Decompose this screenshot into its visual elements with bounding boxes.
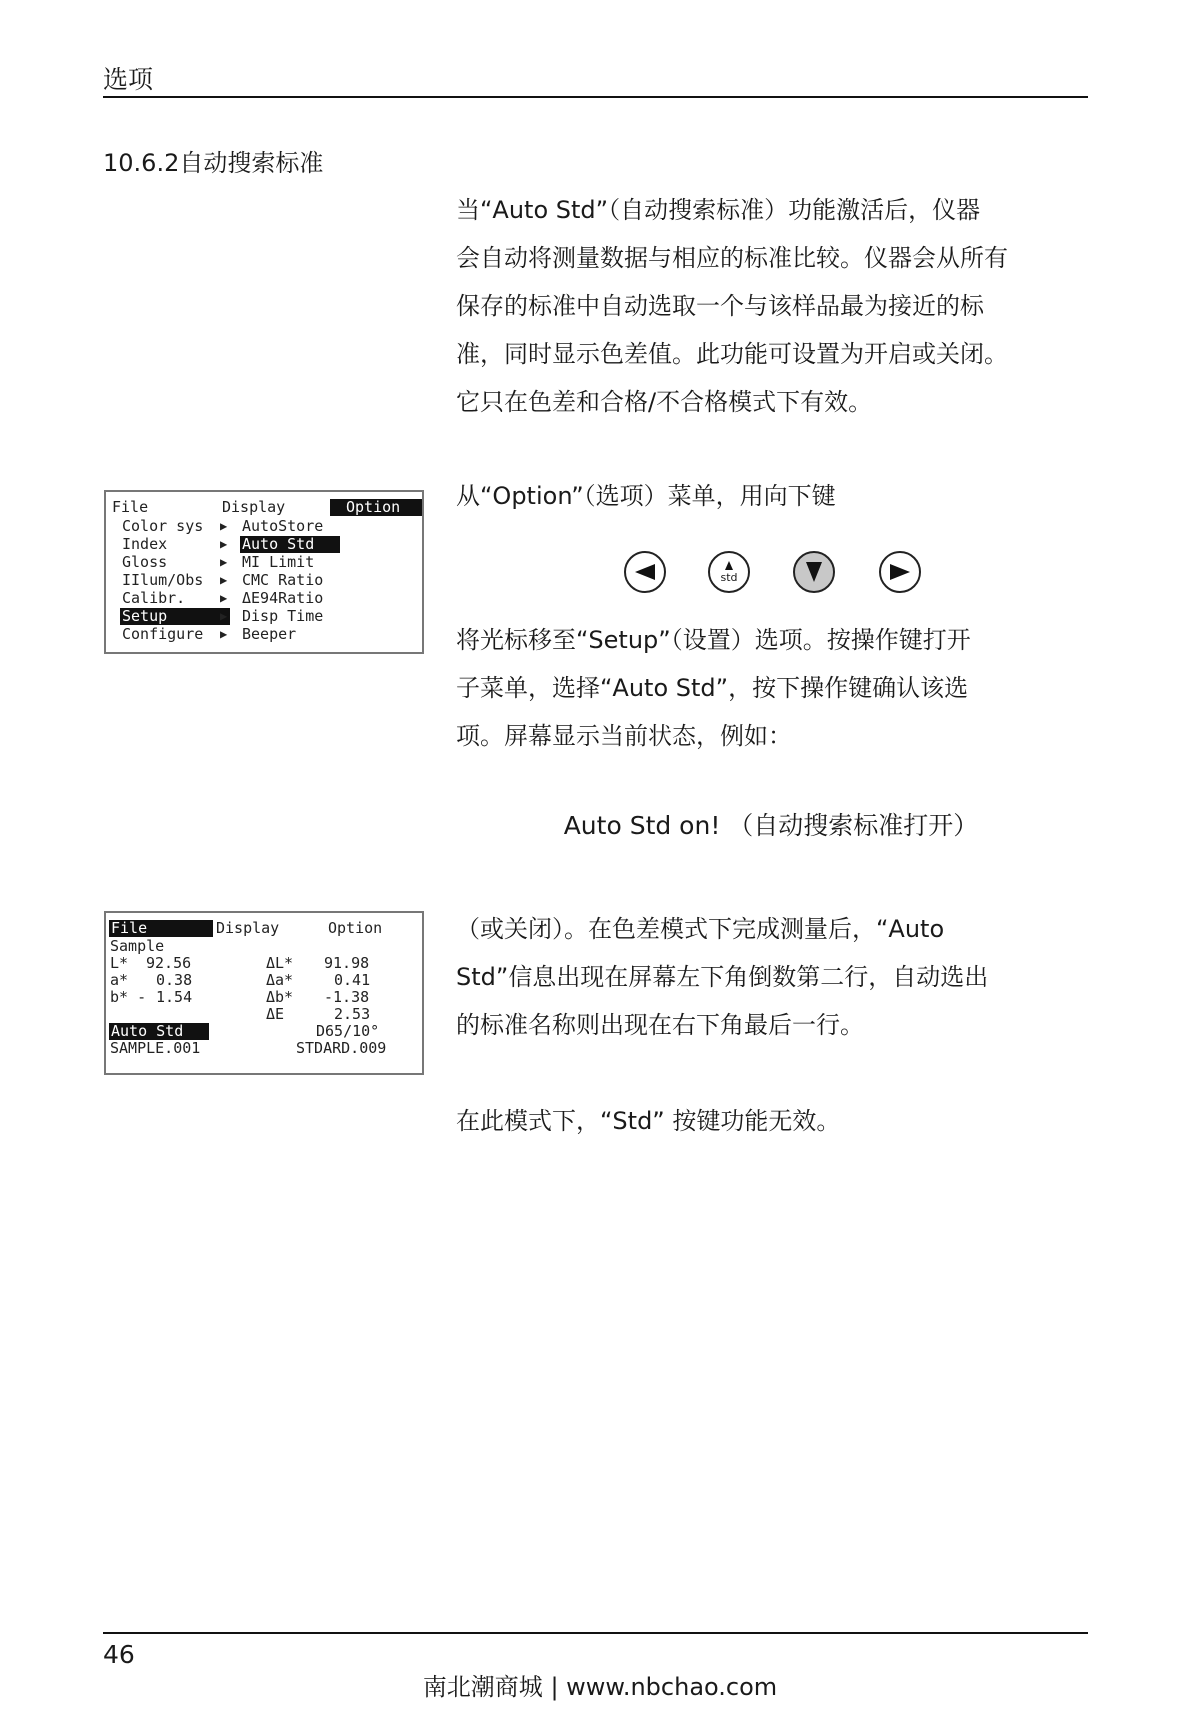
lcd-left-item: Color sys bbox=[122, 517, 204, 535]
submenu-arrow-icon: ▶ bbox=[220, 555, 228, 569]
paragraph-line: 从“Option”（选项）菜单，用向下键 bbox=[456, 482, 836, 510]
lcd-delta-e-value: 2.53 bbox=[334, 1005, 371, 1023]
paragraph-line: 项。屏幕显示当前状态，例如： bbox=[456, 722, 792, 750]
section-heading: 10.6.2自动搜索标准 bbox=[103, 149, 324, 177]
submenu-arrow-icon: ▶ bbox=[220, 519, 228, 533]
submenu-arrow-icon: ▶ bbox=[220, 573, 228, 587]
instruction-paragraph bbox=[456, 472, 1088, 520]
lcd-row-delta-label: Δa* bbox=[266, 971, 294, 989]
lcd-row-delta-value: 91.98 bbox=[324, 954, 370, 972]
left-arrow-key bbox=[624, 551, 666, 593]
paragraph-line: 在此模式下，“Std” 按键功能无效。 bbox=[456, 1107, 841, 1135]
up-arrow-icon bbox=[725, 561, 733, 570]
lcd-illuminant: D65/10° bbox=[316, 1022, 380, 1040]
submenu-arrow-icon: ▶ bbox=[220, 609, 228, 623]
result-paragraph bbox=[456, 905, 1088, 1049]
lcd-row-value: 1.54 bbox=[156, 988, 193, 1006]
paragraph-line: Std”信息出现在屏幕左下角倒数第二行，自动选出 bbox=[456, 963, 989, 991]
lcd-row-delta-label: ΔL* bbox=[266, 954, 294, 972]
lcd-menu-file-selected: File bbox=[109, 920, 213, 937]
right-arrow-key bbox=[879, 551, 921, 593]
lcd-right-item-selected: Auto Std bbox=[240, 536, 340, 553]
lcd-delta-e-label: ΔE bbox=[266, 1005, 285, 1023]
left-arrow-icon bbox=[635, 564, 655, 580]
paragraph-line: 将光标移至“Setup”（设置）选项。按操作键打开 bbox=[456, 626, 971, 654]
submenu-arrow-icon: ▶ bbox=[220, 627, 228, 641]
lcd-row-delta-value: 0.41 bbox=[334, 971, 371, 989]
note-paragraph bbox=[456, 1097, 1088, 1145]
lcd-row-value: 0.38 bbox=[156, 971, 193, 989]
right-arrow-icon bbox=[890, 564, 910, 580]
footer-source: 南北潮商城 | www.nbchao.com bbox=[422, 1673, 778, 1701]
paragraph-line: 当“Auto Std”（自动搜索标准）功能激活后，仪器 bbox=[456, 196, 981, 224]
lcd-right-item: CMC Ratio bbox=[242, 571, 324, 589]
lcd-row-delta-label: Δb* bbox=[266, 988, 294, 1006]
down-arrow-key bbox=[793, 551, 835, 593]
paragraph-line: 子菜单，选择“Auto Std”，按下操作键确认该选 bbox=[456, 674, 969, 702]
lcd-right-item: Beeper bbox=[242, 625, 297, 643]
lcd-right-item: MI Limit bbox=[242, 553, 315, 571]
lcd-auto-std-indicator: Auto Std bbox=[109, 1023, 209, 1040]
submenu-arrow-icon: ▶ bbox=[220, 591, 228, 605]
lcd-right-item: Disp Time bbox=[242, 607, 324, 625]
lcd-row-label: b* - bbox=[110, 988, 147, 1006]
lcd-menu-display: Display bbox=[216, 919, 280, 937]
lcd-menu-file: File bbox=[112, 498, 149, 516]
header-rule bbox=[103, 96, 1088, 98]
setup-paragraph bbox=[456, 616, 1088, 760]
lcd-row-label: L* bbox=[110, 954, 129, 972]
lcd-row-delta-value: -1.38 bbox=[324, 988, 370, 1006]
lcd-left-item-selected: Setup bbox=[120, 608, 230, 625]
paragraph-line: 它只在色差和合格/不合格模式下有效。 bbox=[456, 388, 873, 416]
lcd-menu-option: Option bbox=[328, 919, 383, 937]
lcd-left-item: Index bbox=[122, 535, 168, 553]
intro-paragraph bbox=[456, 186, 1088, 426]
lcd-sample-name: SAMPLE.001 bbox=[110, 1039, 201, 1057]
lcd-sample-label: Sample bbox=[110, 937, 165, 955]
paragraph-line: 的标准名称则出现在右下角最后一行。 bbox=[456, 1011, 864, 1039]
paragraph-line: （或关闭）。在色差模式下完成测量后，“Auto bbox=[456, 915, 945, 943]
lcd-left-item: Configure bbox=[122, 625, 204, 643]
running-header-title: 选项 bbox=[103, 65, 154, 94]
paragraph-line: 准，同时显示色差值。此功能可设置为开启或关闭。 bbox=[456, 340, 1008, 368]
footer-rule bbox=[103, 1632, 1088, 1634]
paragraph-line: 会自动将测量数据与相应的标准比较。仪器会从所有 bbox=[456, 244, 1008, 272]
lcd-row-value: 92.56 bbox=[146, 954, 192, 972]
submenu-arrow-icon: ▶ bbox=[220, 537, 228, 551]
status-example: Auto Std on! （自动搜索标准打开） bbox=[563, 811, 979, 840]
lcd-standard-name: STDARD.009 bbox=[296, 1039, 387, 1057]
paragraph-line: 保存的标准中自动选取一个与该样品最为接近的标 bbox=[456, 292, 984, 320]
std-key bbox=[708, 551, 750, 593]
page-number: 46 bbox=[103, 1640, 135, 1669]
lcd-menu-screen bbox=[104, 490, 424, 654]
down-arrow-icon bbox=[806, 562, 822, 582]
lcd-menu-display: Display bbox=[222, 498, 286, 516]
lcd-left-item: IIlum/Obs bbox=[122, 571, 204, 589]
lcd-left-item: Calibr. bbox=[122, 589, 186, 607]
lcd-right-item: AutoStore bbox=[242, 517, 324, 535]
std-key-label: std bbox=[720, 571, 738, 584]
lcd-measure-screen bbox=[104, 911, 424, 1075]
lcd-row-label: a* bbox=[110, 971, 129, 989]
lcd-right-item: ΔE94Ratio bbox=[242, 589, 324, 607]
lcd-menu-option-selected: Option bbox=[330, 499, 422, 516]
lcd-left-item: Gloss bbox=[122, 553, 168, 571]
